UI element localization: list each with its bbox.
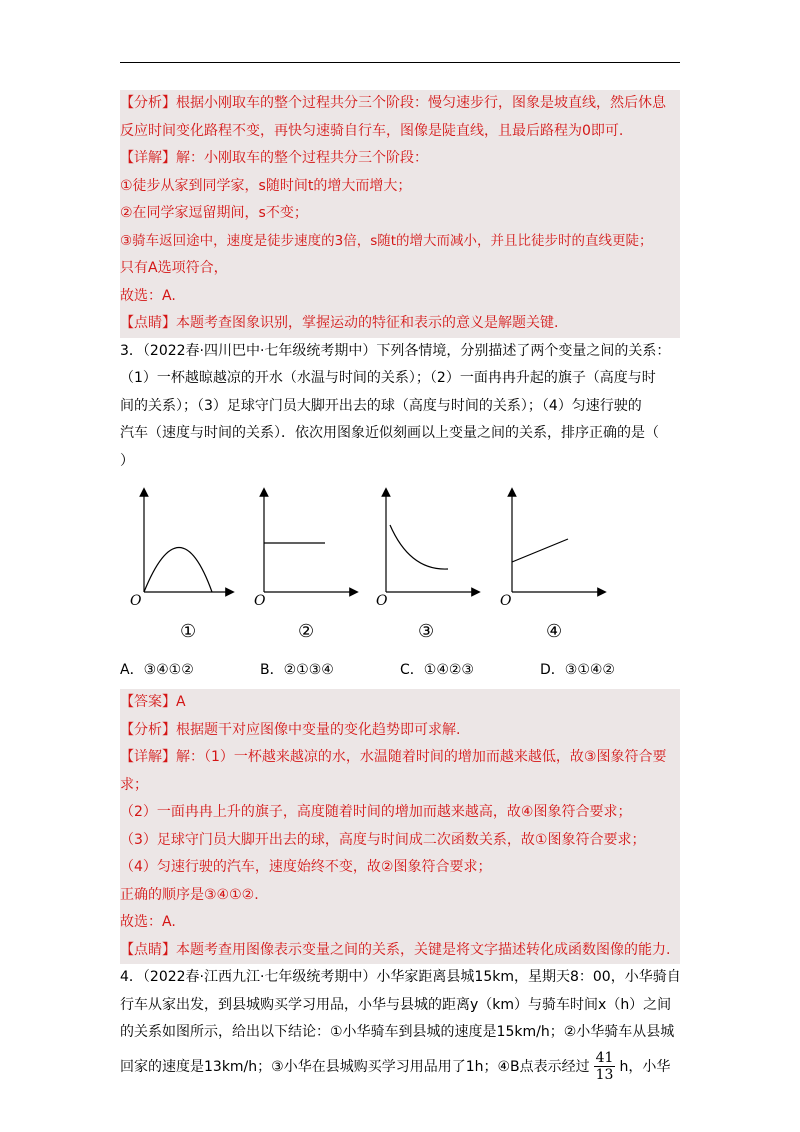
q2-analysis-line2: 反应时间变化路程不变，再快匀速骑自行车，图像是陡直线，且最后路程为0即可. — [120, 122, 624, 139]
q3-question — [120, 338, 680, 476]
q3-detail-line1: 【详解】解：（1）一杯越来越凉的水，水温随着时间的增加而越来越低，故③图象符合要 — [120, 749, 667, 765]
graph-4 — [500, 492, 602, 642]
choice-c: C．①④②③ — [400, 662, 474, 678]
header-rule — [120, 62, 680, 63]
q2-choose: 故选：A. — [120, 287, 176, 304]
graph-2 — [254, 492, 354, 642]
q2-detail-line5: 只有A选项符合， — [120, 260, 228, 276]
graph-1 — [130, 492, 230, 642]
q4-line4: 回家的速度是13km/h；③小华在县城购买学习用品用了1h；④B点表示经过 $\frac{41}{13}$ h，小华 — [120, 1050, 671, 1083]
graph-3 — [376, 492, 476, 642]
q2-solution-block — [120, 90, 680, 338]
q3-graphs — [120, 485, 680, 655]
q3-detail-line2: 求； — [120, 776, 148, 793]
q3-detail-line4: （3）足球守门员大脚开出去的球，高度与时间成二次函数关系，故①图象符合要求； — [120, 831, 646, 848]
q4-line1: 4．（2022春·江西九江·七年级统考期中）小华家距离县城15km，星期天8：00，小华骑自 — [120, 969, 681, 985]
q3-solution-block — [120, 689, 680, 964]
q3-line4: 汽车（速度与时间的关系）．依次用图象近似刻画以上变量之间的关系，排序正确的是（ — [120, 425, 659, 441]
q3-analysis: 【分析】根据题干对应图像中变量的变化趋势即可求解. — [120, 721, 461, 738]
q3-choose: 故选：A. — [120, 914, 176, 930]
q2-detail-line3: ②在同学家逗留期间，s不变； — [120, 205, 308, 221]
q3-line2: （1）一杯越晾越凉的开水（水温与时间的关系）；（2）一面冉冉升起的旗子（高度与时 — [120, 370, 656, 386]
choice-a: A．③④①② — [120, 662, 194, 678]
graph-4-line — [512, 539, 568, 562]
q3-line3: 间的关系）；（3）足球守门员大脚开出去的球（高度与时间的关系）；（4）匀速行驶的 — [120, 397, 642, 414]
q3-line5: ） — [120, 452, 134, 469]
q2-detail-line1: 【详解】解：小刚取车的整个过程共分三个阶段： — [120, 150, 428, 166]
graph-2-origin: O — [254, 593, 266, 609]
document-body — [120, 90, 680, 1087]
q4-line2: 行车从家出发，到县城购买学习用品，小华与县城的距离y（km）与骑车时间x（h）之间 — [120, 996, 672, 1013]
graph-3-label: ③ — [418, 621, 435, 642]
q4-question — [120, 964, 680, 1087]
graph-1-label: ① — [180, 621, 197, 642]
graph-4-label: ④ — [546, 621, 563, 642]
q3-choices — [120, 659, 680, 681]
choice-d: D．③①④② — [540, 662, 615, 678]
fraction-41-13: $\frac{41}{13}$ — [595, 1050, 614, 1083]
q3-answer: 【答案】A — [120, 694, 186, 710]
q3-graphs-svg — [120, 485, 680, 655]
graph-1-origin: O — [130, 593, 142, 609]
graph-3-origin: O — [376, 593, 388, 609]
q3-detail-line5: （4）匀速行驶的汽车，速度始终不变，故②图象符合要求； — [120, 859, 492, 875]
q2-detail-line4: ③骑车返回途中，速度是徒步速度的3倍，s随t的增大而减小，并且比徒步时的直线更陡； — [120, 232, 653, 249]
graph-2-label: ② — [298, 621, 315, 642]
q3-detail-line3: （2）一面冉冉上升的旗子，高度随着时间的增加而越来越高，故④图象符合要求； — [120, 804, 632, 820]
q3-comment: 【点睛】本题考查用图像表示变量之间的关系，关键是将文字描述转化成函数图像的能力. — [120, 941, 671, 958]
q2-comment: 【点睛】本题考查图象识别，掌握运动的特征和表示的意义是解题关键. — [120, 315, 559, 331]
q4-line3: 的关系如图所示，给出以下结论：①小华骑车到县城的速度是15km/h；②小华骑车从县城 — [120, 1024, 675, 1040]
q2-analysis-line1: 【分析】根据小刚取车的整个过程共分三个阶段：慢匀速步行，图象是坡直线，然后休息 — [120, 95, 666, 111]
q2-detail-line2: ①徒步从家到同学家，s随时间t的增大而增大； — [120, 177, 412, 194]
q3-line1: 3．（2022春·四川巴中·七年级统考期中）下列各情境，分别描述了两个变量之间的关系： — [120, 342, 671, 359]
q3-detail-line6: 正确的顺序是③④①②. — [120, 886, 259, 903]
graph-1-curve — [144, 548, 212, 593]
graph-4-origin: O — [500, 593, 512, 609]
choice-b: B．②①③④ — [260, 662, 334, 678]
graph-3-curve — [390, 525, 448, 569]
